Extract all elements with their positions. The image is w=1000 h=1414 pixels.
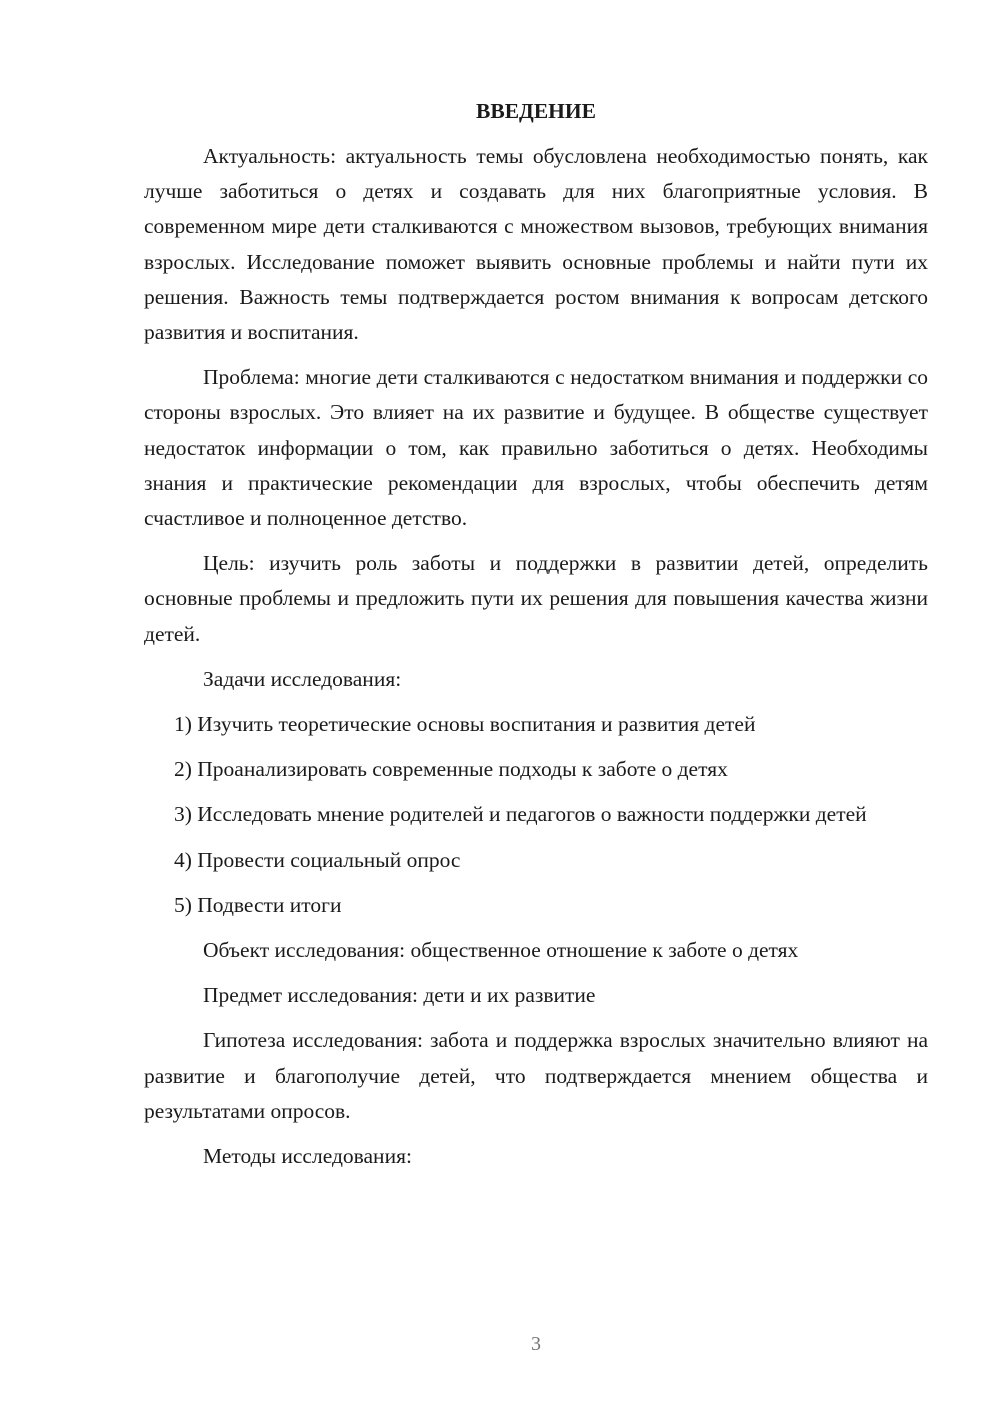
page-title: ВВЕДЕНИЕ xyxy=(476,99,596,123)
page-number: 3 xyxy=(531,1333,541,1355)
goal-paragraph: Цель: изучить роль заботы и поддержки в развитии детей, определить основные проблемы и предложить пути их решения для повышения качества жизни детей. xyxy=(144,551,928,646)
task-item-1: 1) Изучить теоретические основы воспитания и развития детей xyxy=(174,712,756,737)
hypothesis-paragraph: Гипотеза исследования: забота и поддержка взрослых значительно влияют на развитие и благополучие детей, что подтверждается мнением общества и результатами опросов. xyxy=(144,1028,928,1123)
subject-paragraph: Предмет исследования: дети и их развитие xyxy=(203,983,596,1008)
methods-label: Методы исследования: xyxy=(203,1144,412,1169)
problem-paragraph: Проблема: многие дети сталкиваются с недостатком внимания и поддержки со стороны взрослых. Это влияет на их развитие и будущее. В обществе существует недостаток информации о том, как правильно заботиться о детях. Необходимы знания и практические рекомендации для взрослых, чтобы обеспечить детям счастливое и полноценное детство. xyxy=(144,365,928,531)
object-paragraph: Объект исследования: общественное отношение к заботе о детях xyxy=(203,938,799,963)
page-content xyxy=(144,96,928,1184)
relevance-paragraph: Актуальность: актуальность темы обусловлена необходимостью понять, как лучше заботиться о детях и создавать для них благоприятные условия. В современном мире дети сталкиваются с множеством вызовов, требующих внимания взрослых. Исследование поможет выявить основные проблемы и найти пути их решения. Важность темы подтверждается ростом внимания к вопросам детского развития и воспитания. xyxy=(144,144,928,345)
tasks-label: Задачи исследования: xyxy=(203,666,402,691)
task-item-2: 2) Проанализировать современные подходы к заботе о детях xyxy=(174,757,728,782)
task-item-3: 3) Исследовать мнение родителей и педагогов о важности поддержки детей xyxy=(174,802,867,827)
task-item-5: 5) Подвести итоги xyxy=(174,892,342,917)
task-item-4: 4) Провести социальный опрос xyxy=(174,847,461,872)
